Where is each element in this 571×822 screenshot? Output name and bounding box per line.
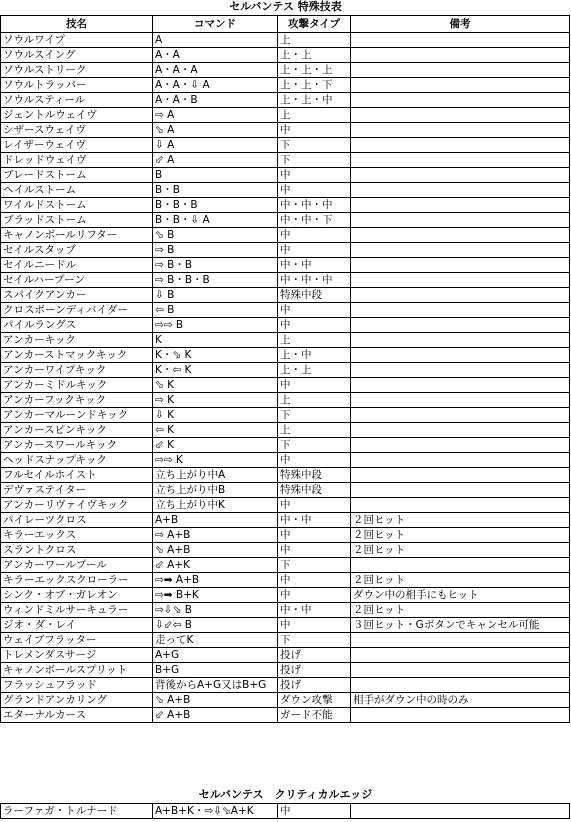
- notes-cell: ３回ヒット・Gボタンでキャンセル可能: [351, 618, 570, 633]
- command-cell: ⇨ A+B: [153, 528, 278, 543]
- attack-type-cell: 中・中・下: [278, 213, 351, 228]
- attack-type-cell: 下: [278, 633, 351, 648]
- move-name-cell: パイルラングス: [1, 318, 153, 333]
- attack-type-cell: 中: [278, 378, 351, 393]
- command-cell: K: [153, 333, 278, 348]
- command-cell: ⇩ A: [153, 138, 278, 153]
- command-cell: 背後からA+G又はB+G: [153, 678, 278, 693]
- move-name-cell: クロスボーンディバイダー: [1, 303, 153, 318]
- attack-type-cell: 中・中: [278, 603, 351, 618]
- command-cell: ⬂ A: [153, 123, 278, 138]
- notes-cell: [351, 423, 570, 438]
- move-name-cell: ドレッドウェイヴ: [1, 153, 153, 168]
- table-row: [1, 213, 570, 228]
- move-name-cell: アンカーワールプール: [1, 558, 153, 573]
- command-cell: ⬂ B: [153, 228, 278, 243]
- attack-type-cell: 中: [278, 228, 351, 243]
- move-name-cell: アンカーリヴァイヴキック: [1, 498, 153, 513]
- table-row: [1, 33, 570, 48]
- table-row: [1, 393, 570, 408]
- move-name-cell: ソウルスティール: [1, 93, 153, 108]
- table-row: [1, 693, 570, 708]
- notes-cell: [351, 633, 570, 648]
- move-name-cell: フラッシュフラッド: [1, 678, 153, 693]
- notes-cell: [351, 483, 570, 498]
- table-row: [1, 288, 570, 303]
- notes-cell: [351, 243, 570, 258]
- command-cell: B・B・⇩ A: [153, 213, 278, 228]
- move-name-cell: アンカーストマックキック: [1, 348, 153, 363]
- command-cell: ⇦ B: [153, 303, 278, 318]
- notes-cell: ２回ヒット: [351, 528, 570, 543]
- move-name-cell: アンカーフックキック: [1, 393, 153, 408]
- move-name-cell: ソウルワイプ: [1, 33, 153, 48]
- command-cell: ⬃ A: [153, 153, 278, 168]
- move-name-cell: アンカーミドルキック: [1, 378, 153, 393]
- table-row: [1, 558, 570, 573]
- command-cell: ⬃ K: [153, 438, 278, 453]
- attack-type-cell: 上・上・上: [278, 63, 351, 78]
- table-row: [1, 168, 570, 183]
- notes-cell: [351, 258, 570, 273]
- notes-cell: ２回ヒット: [351, 513, 570, 528]
- command-cell: 立ち上がり中A: [153, 468, 278, 483]
- table-row: [1, 348, 570, 363]
- table-row: [1, 453, 570, 468]
- command-cell: ⬃ A+B: [153, 708, 278, 723]
- notes-cell: [351, 678, 570, 693]
- command-cell: ⇨➡ A+B: [153, 573, 278, 588]
- move-name-cell: トレメンダスサージ: [1, 648, 153, 663]
- notes-cell: [351, 198, 570, 213]
- notes-cell: [351, 168, 570, 183]
- attack-type-cell: 特殊中段: [278, 468, 351, 483]
- notes-cell: [351, 558, 570, 573]
- command-cell: ⇨⇩⬂ B: [153, 603, 278, 618]
- notes-cell: 相手がダウン中の時のみ: [351, 693, 570, 708]
- table-row: [1, 48, 570, 63]
- notes-cell: [351, 363, 570, 378]
- table-row: [1, 483, 570, 498]
- move-name-cell: ウィンドミルサーキュラー: [1, 603, 153, 618]
- section-title-critical-edge: セルバンテス クリティカルエッジ: [198, 788, 373, 801]
- attack-type-cell: 中: [278, 528, 351, 543]
- notes-cell: [351, 33, 570, 48]
- notes-cell: [351, 708, 570, 723]
- notes-cell: ２回ヒット: [351, 573, 570, 588]
- table-row: [1, 183, 570, 198]
- table-row: [1, 303, 570, 318]
- command-cell: A・A・⇩ A: [153, 78, 278, 93]
- table-row: [1, 273, 570, 288]
- attack-type-cell: 中・中: [278, 258, 351, 273]
- table-row: [1, 408, 570, 423]
- notes-cell: [351, 333, 570, 348]
- notes-cell: [351, 228, 570, 243]
- header-attack-type: 攻撃タイプ: [278, 16, 351, 33]
- move-name-cell: アンカーワイプキック: [1, 363, 153, 378]
- table-row: [1, 633, 570, 648]
- notes-cell: [351, 804, 570, 819]
- move-name-cell: スパイクアンカー: [1, 288, 153, 303]
- notes-cell: [351, 63, 570, 78]
- attack-type-cell: 中: [278, 573, 351, 588]
- move-name-cell: ソウルスイング: [1, 48, 153, 63]
- table-row: [1, 378, 570, 393]
- command-cell: ⬂ A+B: [153, 693, 278, 708]
- attack-type-cell: 特殊中段: [278, 483, 351, 498]
- attack-type-cell: 下: [278, 408, 351, 423]
- move-name-cell: セイルハープーン: [1, 273, 153, 288]
- move-name-cell: シンク・オブ・ガレオン: [1, 588, 153, 603]
- move-name-cell: セイルスタッブ: [1, 243, 153, 258]
- table-row: [1, 498, 570, 513]
- move-name-cell: エターナルカース: [1, 708, 153, 723]
- notes-cell: [351, 408, 570, 423]
- move-name-cell: ソウルトラッパー: [1, 78, 153, 93]
- move-name-cell: グランドアンカリング: [1, 693, 153, 708]
- notes-cell: [351, 108, 570, 123]
- attack-type-cell: 中: [278, 588, 351, 603]
- command-cell: ⇨ B・B: [153, 258, 278, 273]
- move-name-cell: ブレードストーム: [1, 168, 153, 183]
- notes-cell: ダウン中の相手にもヒット: [351, 588, 570, 603]
- command-cell: ⬂ K: [153, 378, 278, 393]
- command-cell: ⇨⇨ B: [153, 318, 278, 333]
- command-cell: A・A・A: [153, 63, 278, 78]
- move-name-cell: ジオ・ダ・レイ: [1, 618, 153, 633]
- command-cell: ⇩ B: [153, 288, 278, 303]
- notes-cell: [351, 213, 570, 228]
- table-row: [1, 153, 570, 168]
- table-row: [1, 258, 570, 273]
- notes-cell: [351, 183, 570, 198]
- page-title: セルバンテス 特殊技表: [229, 0, 342, 13]
- command-cell: 走ってK: [153, 633, 278, 648]
- attack-type-cell: 投げ: [278, 648, 351, 663]
- attack-type-cell: 中: [278, 303, 351, 318]
- command-cell: ⇦ K: [153, 423, 278, 438]
- table-row: [1, 93, 570, 108]
- move-name-cell: ワイルドストーム: [1, 198, 153, 213]
- move-name-cell: ヘッドスナップキック: [1, 453, 153, 468]
- notes-cell: [351, 393, 570, 408]
- table-row: [1, 588, 570, 603]
- notes-cell: [351, 468, 570, 483]
- table-row: [1, 618, 570, 633]
- command-cell: 立ち上がり中B: [153, 483, 278, 498]
- notes-cell: [351, 438, 570, 453]
- table-row: [1, 804, 570, 819]
- notes-cell: [351, 498, 570, 513]
- command-cell: B+G: [153, 663, 278, 678]
- attack-type-cell: 中: [278, 318, 351, 333]
- header-row: [1, 16, 570, 33]
- table-row: [1, 678, 570, 693]
- table-row: [1, 423, 570, 438]
- command-cell: ⇨ B・B・B: [153, 273, 278, 288]
- command-cell: ⇨⇨ K: [153, 453, 278, 468]
- notes-cell: [351, 318, 570, 333]
- table-row: [1, 138, 570, 153]
- attack-type-cell: 中: [278, 543, 351, 558]
- attack-type-cell: 投げ: [278, 678, 351, 693]
- command-cell: A・A・B: [153, 93, 278, 108]
- notes-cell: [351, 93, 570, 108]
- move-name-cell: ヘイルストーム: [1, 183, 153, 198]
- move-name-cell: キャノンボールリフター: [1, 228, 153, 243]
- table-row: [1, 243, 570, 258]
- attack-type-cell: 上: [278, 393, 351, 408]
- move-name-cell: ブラッドストーム: [1, 213, 153, 228]
- command-cell: A: [153, 33, 278, 48]
- command-cell: K・⇦ K: [153, 363, 278, 378]
- attack-type-cell: 中: [278, 453, 351, 468]
- table-row: [1, 228, 570, 243]
- table-row: [1, 543, 570, 558]
- notes-cell: ２回ヒット: [351, 603, 570, 618]
- moves-table: [0, 15, 570, 723]
- header-move-name: 技名: [1, 16, 153, 33]
- move-name-cell: デヴァステイター: [1, 483, 153, 498]
- command-cell: A・A: [153, 48, 278, 63]
- move-name-cell: シザースウェイヴ: [1, 123, 153, 138]
- table-row: [1, 573, 570, 588]
- attack-type-cell: 中・中: [278, 513, 351, 528]
- notes-cell: [351, 123, 570, 138]
- command-cell: ⇨ K: [153, 393, 278, 408]
- critical-edge-table: [0, 803, 570, 819]
- move-name-cell: ジェントルウェイヴ: [1, 108, 153, 123]
- command-cell: 立ち上がり中K: [153, 498, 278, 513]
- table-row: [1, 363, 570, 378]
- notes-cell: [351, 648, 570, 663]
- attack-type-cell: 中: [278, 618, 351, 633]
- notes-cell: [351, 303, 570, 318]
- table-row: [1, 468, 570, 483]
- command-cell: ⇨➡ B+K: [153, 588, 278, 603]
- attack-type-cell: 上: [278, 333, 351, 348]
- command-cell: B・B: [153, 183, 278, 198]
- table-row: [1, 438, 570, 453]
- attack-type-cell: 上・上・中: [278, 93, 351, 108]
- attack-type-cell: 投げ: [278, 663, 351, 678]
- command-cell: ⇩ K: [153, 408, 278, 423]
- command-cell: ⇨ A: [153, 108, 278, 123]
- attack-type-cell: 上: [278, 423, 351, 438]
- notes-cell: [351, 78, 570, 93]
- attack-type-cell: ダウン攻撃: [278, 693, 351, 708]
- notes-cell: [351, 138, 570, 153]
- notes-cell: [351, 378, 570, 393]
- header-notes: 備考: [351, 16, 570, 33]
- command-cell: ⬂ A+B: [153, 543, 278, 558]
- command-cell: ⇩⬃⇦ B: [153, 618, 278, 633]
- move-name-cell: キャノンボールスプリット: [1, 663, 153, 678]
- notes-cell: [351, 453, 570, 468]
- command-cell: ⇨ B: [153, 243, 278, 258]
- table-row: [1, 78, 570, 93]
- attack-type-cell: 特殊中段: [278, 288, 351, 303]
- notes-cell: [351, 663, 570, 678]
- command-cell: A+B+K・⇨⇩⬂A+K: [153, 804, 278, 819]
- attack-type-cell: ガード不能: [278, 708, 351, 723]
- command-cell: A+B: [153, 513, 278, 528]
- attack-type-cell: 上・上・下: [278, 78, 351, 93]
- attack-type-cell: 中: [278, 498, 351, 513]
- attack-type-cell: 上: [278, 33, 351, 48]
- move-name-cell: キラーエックスクローラー: [1, 573, 153, 588]
- command-cell: ⬃ A+K: [153, 558, 278, 573]
- move-name-cell: パイレーツクロス: [1, 513, 153, 528]
- table-row: [1, 63, 570, 78]
- move-name-cell: アンカースピンキック: [1, 423, 153, 438]
- attack-type-cell: 下: [278, 558, 351, 573]
- table-row: [1, 528, 570, 543]
- move-name-cell: フルセイルホイスト: [1, 468, 153, 483]
- table-row: [1, 513, 570, 528]
- command-cell: K・⬂ K: [153, 348, 278, 363]
- command-cell: B: [153, 168, 278, 183]
- attack-type-cell: 上・上: [278, 48, 351, 63]
- table-row: [1, 648, 570, 663]
- move-name-cell: ラーファガ・トルナード: [1, 804, 153, 819]
- command-cell: A+G: [153, 648, 278, 663]
- attack-type-cell: 上・上: [278, 363, 351, 378]
- notes-cell: [351, 153, 570, 168]
- command-cell: B・B・B: [153, 198, 278, 213]
- attack-type-cell: 中: [278, 123, 351, 138]
- move-name-cell: スラントクロス: [1, 543, 153, 558]
- header-command: コマンド: [153, 16, 278, 33]
- table-row: [1, 603, 570, 618]
- move-name-cell: アンカーキック: [1, 333, 153, 348]
- move-name-cell: ウェイブフラッター: [1, 633, 153, 648]
- move-name-cell: セイルニードル: [1, 258, 153, 273]
- notes-cell: [351, 288, 570, 303]
- table-row: [1, 333, 570, 348]
- table-row: [1, 123, 570, 138]
- notes-cell: [351, 273, 570, 288]
- move-name-cell: キラーエックス: [1, 528, 153, 543]
- move-name-cell: アンカースワールキック: [1, 438, 153, 453]
- notes-cell: [351, 348, 570, 363]
- notes-cell: [351, 48, 570, 63]
- table-row: [1, 318, 570, 333]
- attack-type-cell: 中: [278, 168, 351, 183]
- move-name-cell: アンカーマルーンドキック: [1, 408, 153, 423]
- attack-type-cell: 中: [278, 183, 351, 198]
- move-name-cell: ソウルストリーク: [1, 63, 153, 78]
- attack-type-cell: 下: [278, 438, 351, 453]
- table-row: [1, 708, 570, 723]
- attack-type-cell: 中: [278, 243, 351, 258]
- move-name-cell: レイザーウェイヴ: [1, 138, 153, 153]
- attack-type-cell: 中: [278, 804, 351, 819]
- attack-type-cell: 中・中・中: [278, 273, 351, 288]
- table-row: [1, 663, 570, 678]
- attack-type-cell: 上・中: [278, 348, 351, 363]
- attack-type-cell: 下: [278, 138, 351, 153]
- attack-type-cell: 中・中・中: [278, 198, 351, 213]
- table-row: [1, 108, 570, 123]
- attack-type-cell: 上: [278, 108, 351, 123]
- attack-type-cell: 下: [278, 153, 351, 168]
- table-row: [1, 198, 570, 213]
- notes-cell: ２回ヒット: [351, 543, 570, 558]
